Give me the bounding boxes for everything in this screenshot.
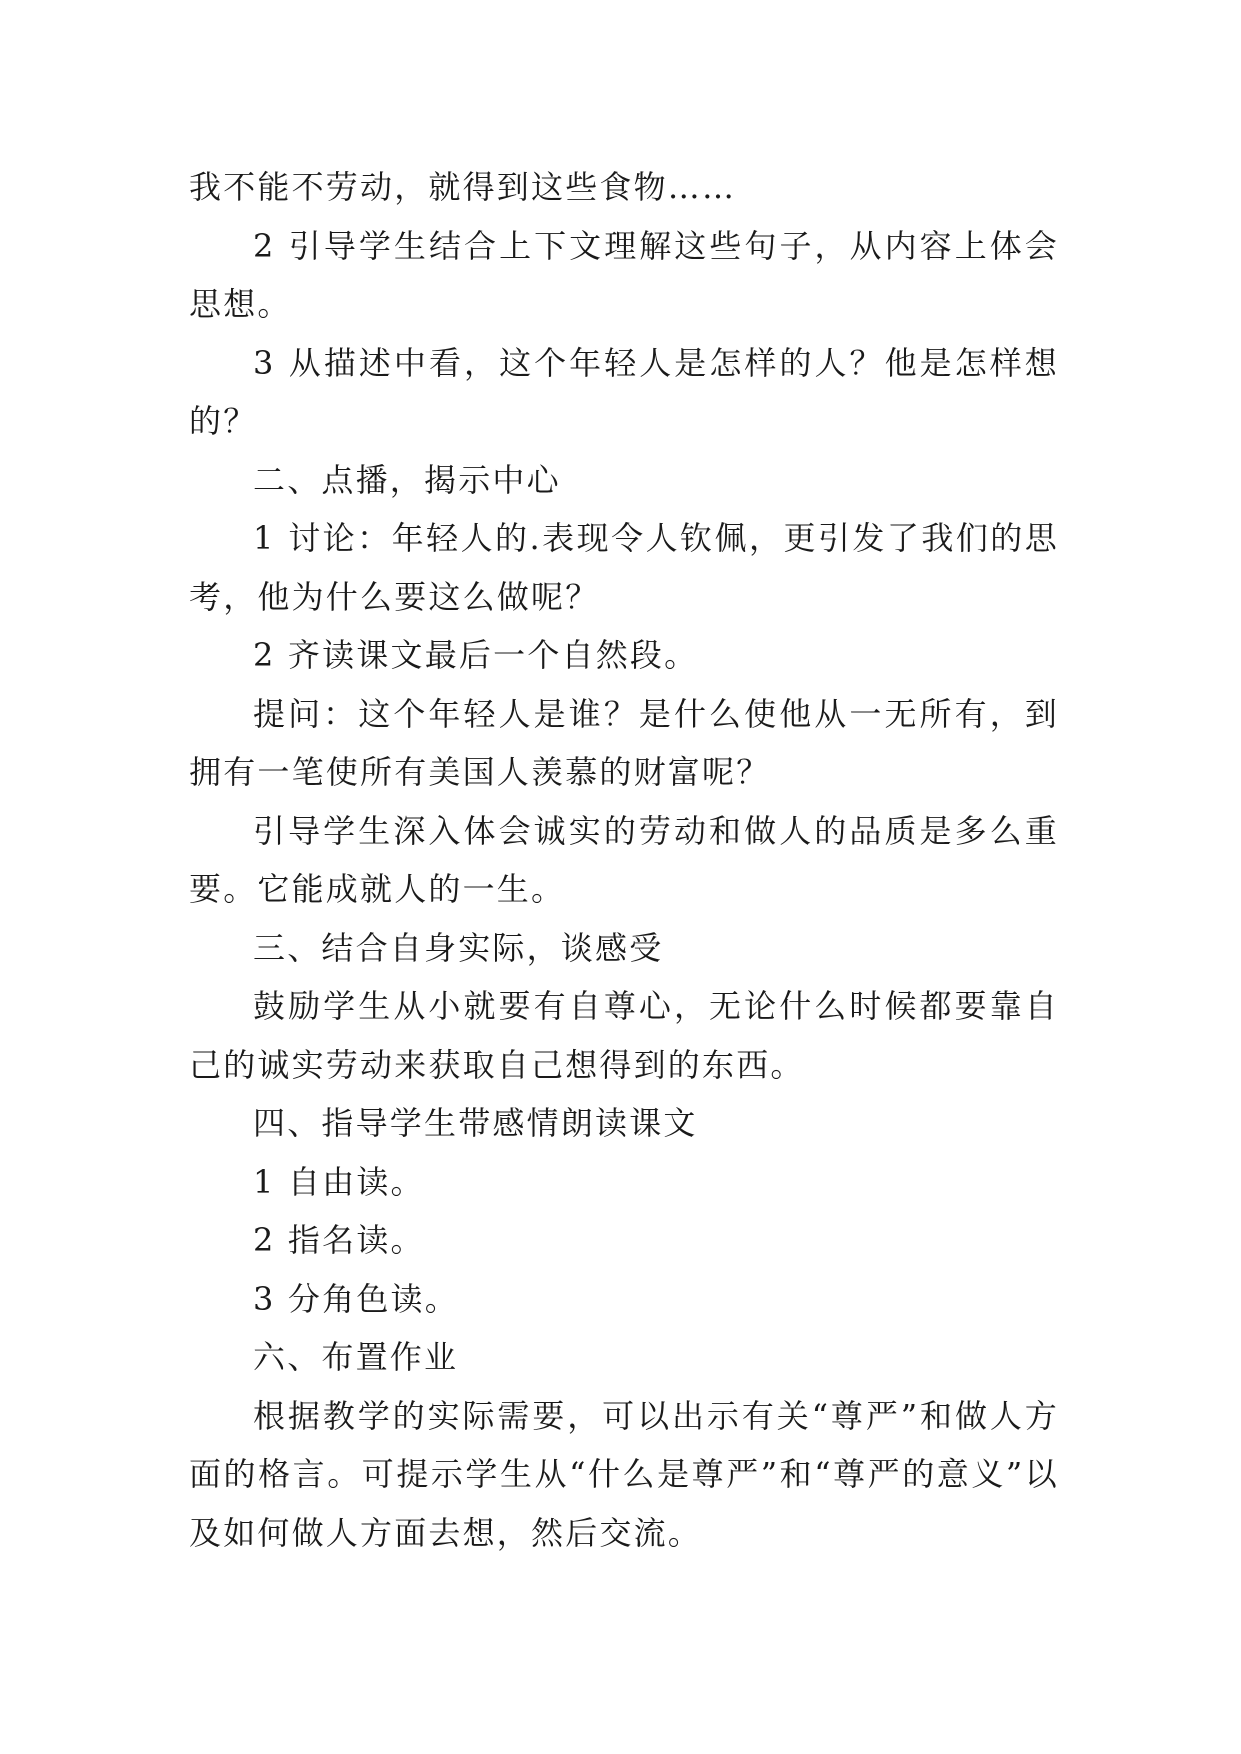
paragraph-step-3: 3 从描述中看，这个年轻人是怎样的人？他是怎样想的？ [189, 343, 1059, 440]
paragraph-discussion: 1 讨论：年轻人的.表现令人钦佩，更引发了我们的思考，他为什么要这么做呢？ [189, 519, 1059, 616]
paragraph-encouragement: 鼓励学生从小就要有自尊心，无论什么时候都要靠自己的诚实劳动来获取自己想得到的东西。 [189, 987, 1059, 1084]
list-item-named-reading: 2 指名读。 [253, 1221, 425, 1259]
list-item-free-reading: 1 自由读。 [253, 1162, 425, 1201]
paragraph-read-aloud: 2 齐读课文最后一个自然段。 [253, 636, 699, 674]
paragraph-guidance: 引导学生深入体会诚实的劳动和做人的品质是多么重要。它能成就人的一生。 [189, 811, 1059, 908]
paragraph-continuation: 我不能不劳动，就得到这些食物…… [189, 168, 737, 206]
section-heading-6: 六、布置作业 [253, 1338, 459, 1376]
section-heading-4: 四、指导学生带感情朗读课文 [253, 1104, 698, 1142]
document-body [189, 158, 1059, 1562]
paragraph-homework: 根据教学的实际需要，可以出示有关“尊严”和做人方面的格言。可提示学生从“什么是尊严”和“尊严的意义”以及如何做人方面去想，然后交流。 [189, 1396, 1059, 1552]
section-heading-2: 二、点播，揭示中心 [253, 460, 561, 499]
paragraph-step-2: 2 引导学生结合上下文理解这些句子，从内容上体会思想。 [189, 226, 1059, 323]
paragraph-question: 提问：这个年轻人是谁？是什么使他从一无所有，到拥有一笔使所有美国人羡慕的财富呢？ [189, 694, 1059, 791]
list-item-role-reading: 3 分角色读。 [253, 1279, 459, 1318]
section-heading-3: 三、结合自身实际，谈感受 [253, 928, 664, 967]
